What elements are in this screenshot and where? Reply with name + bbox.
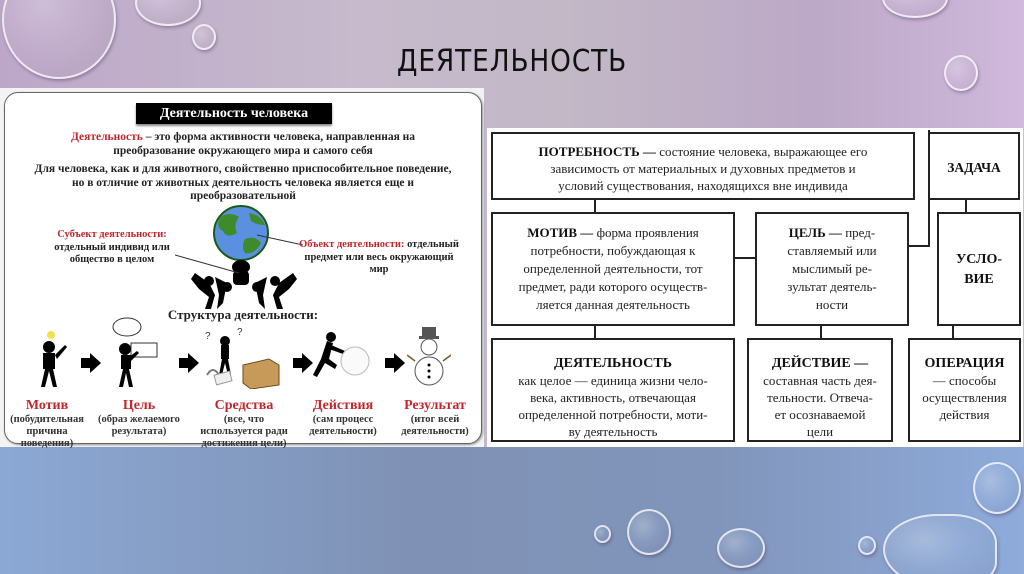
box-task xyxy=(928,132,1020,200)
stage-desc: (побудительная xyxy=(10,414,84,425)
figure-heading: Деятельность человека xyxy=(136,103,332,124)
box-condition xyxy=(937,212,1021,326)
stage-desc: (все, что xyxy=(223,414,265,425)
object-label xyxy=(299,239,459,277)
operation-line3: действия xyxy=(939,407,990,422)
operation-line1: — способы xyxy=(932,373,997,388)
stage-desc: (сам процесс xyxy=(312,414,374,425)
activity-line4: ву деятельность xyxy=(568,424,658,439)
action-line1: составная часть дея- xyxy=(763,373,877,388)
stage-name: Действия xyxy=(312,398,374,413)
stage-actions xyxy=(305,398,381,438)
stage-desc: достижения цели) xyxy=(201,438,287,449)
definition-line2: преобразование окружающего мира и самого себя xyxy=(113,144,373,157)
motive-line3: определенной деятельности, тот xyxy=(523,261,703,276)
action-term: ДЕЙСТВИЕ — xyxy=(771,356,869,371)
task-term: ЗАДАЧА xyxy=(947,160,1001,175)
svg-text:?: ? xyxy=(205,331,211,342)
paragraph-line1: Для человека, как и для животного, свойственно приспособительное поведение, xyxy=(34,163,452,175)
definition-term: Деятельность xyxy=(70,131,143,143)
action-line2: тельности. Отвеча- xyxy=(767,390,873,405)
box-action xyxy=(747,338,893,442)
need-term: ПОТРЕБНОСТЬ — xyxy=(538,144,656,159)
activity-line2: века, активность, отвечающая xyxy=(530,390,696,405)
stage-result xyxy=(397,398,473,438)
stage-desc: (итог всей xyxy=(410,414,460,425)
action-line4: цели xyxy=(806,424,834,439)
stage-desc: (образ желаемого xyxy=(98,414,180,425)
water-drop-icon xyxy=(627,509,671,555)
thinking-person-lightbulb-icon xyxy=(33,329,73,389)
water-drop-icon xyxy=(858,536,876,555)
activity-line1: как целое — единица жизни чело- xyxy=(518,373,708,388)
water-drop-icon xyxy=(883,514,997,574)
stage-desc: деятельности) xyxy=(401,426,469,437)
box-motive xyxy=(491,212,735,326)
activity-structure-diagram xyxy=(487,128,1023,447)
connector-line xyxy=(733,257,757,259)
figure-card xyxy=(4,92,482,449)
need-line3: условий существования, находящихся вне индивида xyxy=(558,178,848,193)
object-line2: предмет или весь окружающий xyxy=(304,251,454,263)
need-line1: состояние человека, выражающее его xyxy=(655,144,868,159)
subject-line1: отдельный индивид или xyxy=(54,241,170,253)
structure-title: Структура деятельности: xyxy=(167,307,319,322)
snowman-icon xyxy=(407,325,451,389)
condition-line2: ВИЕ xyxy=(964,272,994,287)
stage-desc: поведения) xyxy=(20,438,74,449)
operation-term: ОПЕРАЦИЯ xyxy=(924,356,1005,371)
motive-line5: ляется данная деятельность xyxy=(536,297,690,312)
box-goal xyxy=(755,212,909,326)
condition-line1: УСЛО- xyxy=(955,252,1003,267)
object-rest: отдельный xyxy=(404,239,459,250)
object-title: Объект деятельности: xyxy=(299,239,405,250)
subject-line2: общество в целом xyxy=(69,254,155,265)
subject-label xyxy=(47,229,177,267)
motive-line1: форма проявления xyxy=(593,225,699,240)
goal-line5: ности xyxy=(815,297,849,312)
connector-line xyxy=(594,325,596,339)
goal-line3: мыслимый ре- xyxy=(792,261,872,276)
activity-line3: определенной потребности, моти- xyxy=(518,407,708,422)
need-line2: зависимость от материальных и духовных предметов и xyxy=(550,161,856,176)
connector-line xyxy=(952,324,954,338)
connector-line xyxy=(594,199,596,213)
subject-title: Субъект деятельности: xyxy=(57,229,167,240)
stage-goal xyxy=(97,398,181,438)
goal-line2: ставляемый или xyxy=(787,243,877,258)
paragraph-line2: но в отличие от животных деятельность человека является еще и xyxy=(71,176,415,189)
goal-term: ЦЕЛЬ — xyxy=(788,225,842,240)
water-drop-icon xyxy=(717,528,765,568)
activity-term: ДЕЯТЕЛЬНОСТЬ xyxy=(554,356,672,371)
stage-desc: причина xyxy=(26,426,68,437)
person-holding-plan-icon xyxy=(105,317,165,389)
box-need xyxy=(491,132,915,200)
stage-name: Цель xyxy=(122,398,156,413)
stage-desc: деятельности) xyxy=(309,426,377,437)
svg-text:?: ? xyxy=(237,327,243,338)
water-drop-icon xyxy=(973,462,1021,514)
motive-term: МОТИВ — xyxy=(527,225,594,240)
stage-desc: результата) xyxy=(111,426,167,437)
action-line3: ет осознаваемой xyxy=(774,407,866,422)
human-activity-figure xyxy=(0,88,484,447)
box-activity xyxy=(491,338,735,442)
slide-title: ДЕЯТЕЛЬНОСТЬ xyxy=(396,44,628,79)
stage-name: Мотив xyxy=(25,398,69,413)
water-drop-icon xyxy=(594,525,611,543)
stage-name: Средства xyxy=(214,398,274,413)
motive-line4: предмет, ради которого осуществ- xyxy=(518,279,708,294)
stage-desc: используется ради xyxy=(200,426,288,437)
goal-line1: пред- xyxy=(841,225,876,240)
definition-rest: – это форма активности человека, направленная на xyxy=(142,131,416,143)
box-operation xyxy=(908,338,1021,442)
motive-line2: потребности, побуждающая к xyxy=(530,243,696,258)
connector-line xyxy=(820,325,822,339)
object-line3: мир xyxy=(369,264,389,275)
person-with-box-tools-icon xyxy=(201,327,281,389)
stage-means xyxy=(197,398,291,450)
background-bottom xyxy=(0,447,1024,574)
person-rolling-snowball-icon xyxy=(305,331,375,389)
connector-line xyxy=(907,245,929,247)
stage-motive xyxy=(9,398,85,450)
paragraph-line3: преобразовательной xyxy=(190,190,296,202)
goal-line4: зультат деятель- xyxy=(787,279,877,294)
operation-line2: осуществления xyxy=(922,390,1007,405)
stage-name: Результат xyxy=(404,398,466,413)
